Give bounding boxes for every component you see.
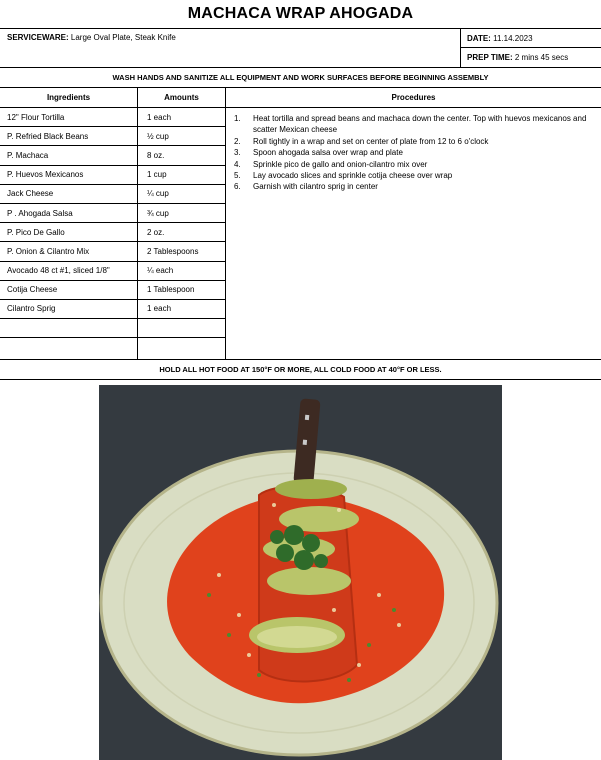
ingredient-name: Cilantro Sprig: [0, 300, 137, 319]
ingredient-amount: ½ cup: [138, 127, 225, 146]
ingredient-amount: [138, 319, 225, 338]
procedures-column: [226, 88, 601, 359]
serviceware-value: Large Oval Plate, Steak Knife: [70, 33, 176, 42]
ingredient-name: Jack Cheese: [0, 185, 137, 204]
prep-time-label: PREP TIME:: [467, 53, 513, 62]
meta-cell: [461, 29, 601, 67]
ingredient-name: Avocado 48 ct #1, sliced 1/8": [0, 262, 137, 281]
ingredient-name: [0, 319, 137, 338]
ingredient-amount: 1 cup: [138, 166, 225, 185]
ingredient-name: P. Pico De Gallo: [0, 223, 137, 242]
date-label: DATE:: [467, 33, 491, 43]
step-text: Garnish with cilantro sprig in center: [253, 182, 378, 192]
step-number: 2.: [234, 136, 241, 146]
step-number: 3.: [234, 148, 241, 158]
procedure-step: [226, 159, 591, 170]
step-number: 4.: [234, 159, 241, 169]
temperature-footer: HOLD ALL HOT FOOD AT 150°F OR MORE, ALL COLD FOOD AT 40°F OR LESS.: [0, 360, 601, 380]
step-text: Spoon ahogada salsa over wrap and plate: [253, 148, 403, 158]
date-row: [461, 29, 601, 48]
ingredient-amount: ¼ each: [138, 262, 225, 281]
step-number: 1.: [234, 114, 241, 123]
ingredient-amount: 1 each: [138, 300, 225, 319]
prep-time-value: 2 mins 45 secs: [514, 53, 569, 62]
ingredient-amount: 1 each: [138, 108, 225, 127]
procedure-step: [226, 147, 591, 158]
serviceware-cell: [0, 29, 461, 67]
recipe-table: [0, 88, 601, 360]
ingredient-name: P . Ahogada Salsa: [0, 204, 137, 223]
step-text: Sprinkle pico de gallo and onion-cilantro mix over: [253, 159, 428, 169]
ingredients-header: Ingredients: [0, 88, 137, 108]
ingredient-amount: [138, 338, 225, 357]
ingredient-amount: ¾ cup: [138, 204, 225, 223]
step-text: Lay avocado slices and sprinkle cotija cheese over wrap: [253, 171, 453, 181]
ingredient-name: P. Refried Black Beans: [0, 127, 137, 146]
procedure-list: [226, 113, 591, 193]
ingredient-amount: 2 oz.: [138, 223, 225, 242]
ingredient-amount: ¼ cup: [138, 185, 225, 204]
step-text: Roll tightly in a wrap and set on center of plate from 12 to 6 o'clock: [253, 136, 489, 146]
step-number: 6.: [234, 182, 241, 192]
ingredient-name: P. Huevos Mexicanos: [0, 166, 137, 185]
info-row: [0, 29, 601, 68]
ingredient-amount: 1 Tablespoon: [138, 281, 225, 300]
step-number: 5.: [234, 171, 241, 181]
recipe-title: MACHACA WRAP AHOGADA: [0, 0, 601, 29]
serviceware-label: SERVICEWARE:: [7, 33, 69, 42]
procedure-step: [226, 181, 591, 192]
ingredient-name: Cotija Cheese: [0, 281, 137, 300]
amounts-column: [138, 88, 226, 359]
procedures-header: Procedures: [226, 88, 601, 108]
procedure-step: [226, 170, 591, 181]
ingredients-column: [0, 88, 138, 359]
ingredient-name: P. Machaca: [0, 146, 137, 165]
ingredient-name: [0, 338, 137, 357]
ingredient-name: 12" Flour Tortilla: [0, 108, 137, 127]
amounts-header: Amounts: [138, 88, 225, 108]
dish-illustration: [99, 385, 502, 760]
ingredient-name: P. Onion & Cilantro Mix: [0, 242, 137, 261]
procedure-step: [226, 136, 591, 147]
sanitize-banner: WASH HANDS AND SANITIZE ALL EQUIPMENT AND WORK SURFACES BEFORE BEGINNING ASSEMBLY: [0, 68, 601, 88]
procedure-step: [226, 113, 591, 136]
step-text: Heat tortilla and spread beans and machaca down the center. Top with huevos mexicanos and scatter Mexican cheese: [253, 114, 587, 135]
ingredient-amount: 8 oz.: [138, 146, 225, 165]
prep-time-row: [461, 48, 601, 67]
date-value: 11.14.2023: [493, 33, 533, 43]
dish-photo: [99, 385, 502, 760]
ingredient-amount: 2 Tablespoons: [138, 242, 225, 261]
